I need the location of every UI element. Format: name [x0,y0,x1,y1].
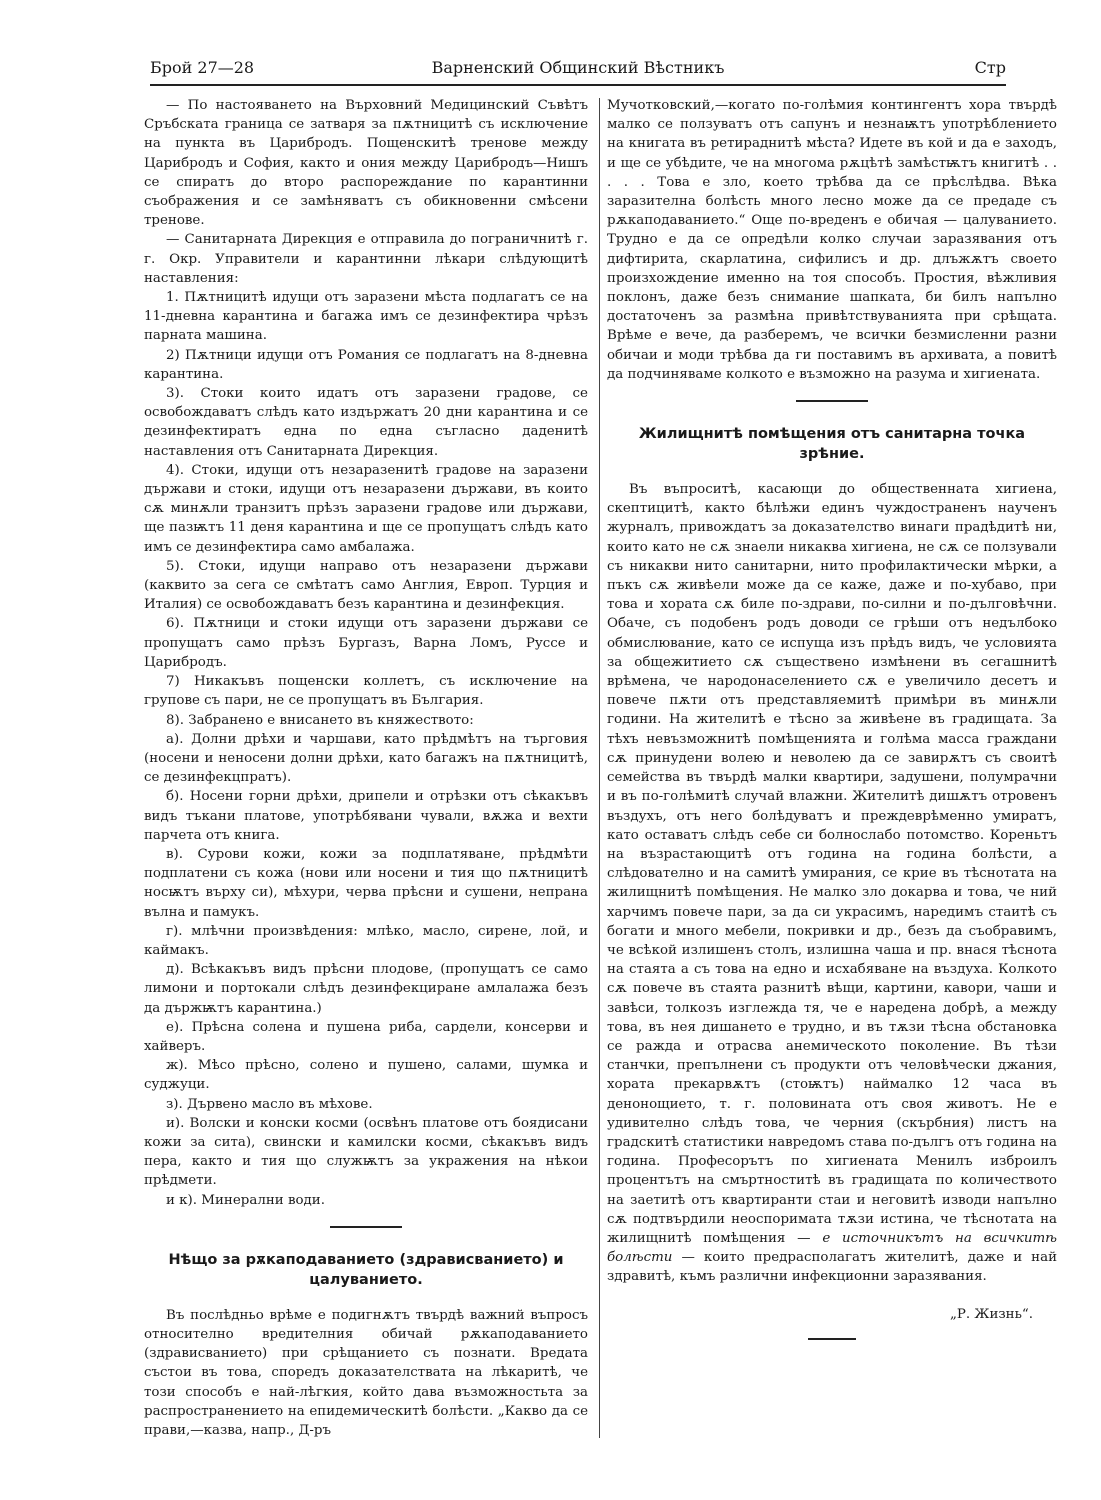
prohibited-item: а). Долни дрѣхи и чаршави, като прѣдмѣтъ на търговия (носени и неносени долни дрѣхи, като багажъ на пѫтницитѣ, се дезинфекцпратъ). [144,731,588,786]
article-body-text: Въ въпроситѣ, касающи до общественната хигиена, скептицитѣ, както бѣлѣжи единъ чуждостраненъ наученъ журналъ, привождатъ за доказателство винаги прадѣдитѣ ни, които като не сѫ знаели никаква хигиена, не сѫ се ползували съ никакви нито санитарни, нито профилактически мѣрки, а пъкъ сѫ живѣели може да се каже, даже и по-хубаво, при това и хората сѫ биле по-здрави, по-силни и по-дълговѣчни. Обаче, съ подобенъ родъ доводи се грѣши отъ недълбоко обмислювание, като се испуща изъ прѣдъ видъ, че условията за общежитието сѫ съществено измѣнени въ сегашнитѣ врѣмена, че народонаселението сѫ е увеличило десетъ и повече пѫти отъ представляемитѣ примѣри въ минѫли години. На жителитѣ е тѣсно за живѣене въ градищата. За тѣхъ невъзможнитѣ помѣщенията и голѣма масса граждани сѫ принудени волею и неволею да се завирѫтъ съ своитѣ семейства въ твърдѣ малки квартири, задушени, полумрачни и въ по-голѣмитѣ случай влажни. Жителитѣ дишѫтъ отровенъ въздухъ, отъ него болѣдуватъ и преждеврѣменно умиратъ, като оставатъ слѣдъ себе си болнослабо потомство. Кореньтъ на възрастающитѣ отъ година на година болѣсти, а слѣдователно и на самитѣ умирания, се крие въ тѣснотата на жилищнитѣ помѣщения. Не малко зло докарва и това, че ний харчимъ повече пари, за да си украсимъ, наредимъ стаитѣ съ богати и много мебели, покривки и др., безъ да съобравимъ, че всѣкой излишенъ столъ, излишна чаша и пр. внася тѣснота на стаята а съ това на едно и исхабяване на въздуха. Колкото сѫ повече въ стаята разнитѣ вѣщи, картини, кавори, чаши и завѣси, толкозъ изглежда тя, че е наредена добрѣ, а между това, въ нея дишането е трудно, и въ тѫзи тѣсна обстановка се ражда и отрасва анемическото поколение. Въ тѣзи станчки, препълнени съ продукти отъ человѣчески джания, хората прекарвѫтъ (стоѭтъ) наймалко 12 часа въ денонощието, т. г. половината отъ своя животъ. Не е удивително слѣдъ това, че черния (скърбния) листъ на градскитѣ статистики навредомъ става по-дългъ отъ година на година. Професорътъ по хигиената Менилъ изброилъ процентътъ на смъртноститѣ въ градищата по количеството на заетитѣ отъ квартиранти стаи и неговитѣ изводи напълно сѫ подтвърдили неоспоримата тѫзи истина, че тѣснотата на жилищнитѣ помѣщения [607,482,1057,1246]
page-header [150,58,1006,82]
prohibited-item: г). млѣчни произвѣдения: млѣко, масло, сирене, лой, и каймакъ. [144,923,588,958]
article-body-housing [607,480,1057,1287]
article-heading-housing: Жилищнитѣ помѣщения отъ санитарна точка зрѣние. [638,426,1026,463]
instruction-item: 4). Стоки, идущи отъ незаразенитѣ градове на заразени държави и стоки, идущи отъ незаразени държави, въ които сѫ минѫли транзитъ прѣзъ заразени градове или държави, ще пазѭтъ 11 деня карантина и ще се пропущатъ слѣдъ като имъ се дезинфектира само амбалажа. [144,462,588,555]
article-heading-handshake: Нѣщо за рѫкаподаванието (здрависванието) и цалуванието. [168,1251,564,1288]
news-paragraph: — По настояването на Върховний Медицинский Съвѣтъ Сръбската граница се затваря за пѫтницитѣ съ исключение на пункта въ Царибродъ. Пощенскитѣ тренове между Царибродъ и София, както и ония между Царибродъ—Нишъ се спиратъ до второ распореждание по карантинни съображения и се замѣняватъ съ обикновенни смѣсени тренове. [144,98,588,229]
instruction-item: 6). Пѫтници и стоки идущи отъ заразени държави се пропущатъ само прѣзъ Бургазъ, Варна Ломъ, Руссе и Царибродъ. [144,616,588,670]
issue-number: Брой 27—28 [150,58,255,77]
article-continuation: Мучотковский,—когато по-голѣмия контингентъ хора твърдѣ малко се ползуватъ отъ сапунъ и незнаѭтъ употрѣблението на книгата въ ретираднитѣ мѣста? Идете въ кой и да е заходъ, и ще се убѣдите, че на многома рѫцѣтѣ замѣстѭтъ книгитѣ . . . . . Това е зло, което трѣбва да се прѣслѣдва. Вѣка заразителна болѣсть много лесно може да се предаде съ рѫкаподаванието.“ Още по-вреденъ е обичая — цалуванието. Трудно е да се опредѣли колко случаи заразявания отъ дифтирита, скарлатина, сифилисъ и др. длъжѫтъ своето произхождение именно на тоя способъ. Простия, вѣжливия поклонъ, даже безъ снимание шапката, би билъ напълно достаточенъ за размѣна привѣтствуванията при срѣщата. Врѣме е вече, да разберемъ, че всички безмисленни разни обичаи и моди трѣбва да ги поставимъ въ архивата, а повитѣ да подчиняваме колкото е възможно на разума и хигиената. [607,98,1057,382]
prohibited-item: з). Дървено масло въ мѣхове. [166,1096,373,1112]
instruction-item: 8). Забранено е внисането въ княжеството: [166,712,474,728]
right-column [607,96,1057,1340]
instruction-item: 2) Пѫтници идущи отъ Романия се подлагатъ на 8-дневна карантина. [144,347,588,382]
prohibited-item: б). Носени горни дрѣхи, дрипели и отрѣзки отъ сѣкакъвъ видъ тъкани платове, употрѣбявани чували, вѫжа и вехти парчета отъ книга. [144,789,588,843]
article-body-handshake: Въ послѣдньо врѣме е подигнѫтъ твърдѣ важний въпросъ относително вредителния обичай рѫкаподаванието (здрависванието) при срѣщанието съ познати. Вредата състои въ това, споредъ доказателствата на лѣкаритѣ, че този способъ е най-лѣгкия, който дава възможностьта за распространението на епидемическитѣ болѣсти. „Какво да се прави,—казва, напр., Д-ръ [144,1307,588,1438]
article-body-tail: — които предрасполагатъ жителитѣ, даже и най здравитѣ, къмъ различни инфекционни заразявания. [607,1250,1057,1285]
newspaper-title: Варненский Общинский Вѣстникъ [431,58,725,77]
column-divider [599,98,600,1438]
news-paragraph: — Санитарната Дирекция е отправила до пограничнитѣ г. г. Окр. Управители и карантинни лѣкари слѣдующитѣ наставления: [144,232,588,286]
section-separator [796,400,868,402]
article-emphasis: — е источникътъ на всичкитѣ болѣсти [607,1230,1057,1266]
prohibited-item: д). Всѣкакъвъ видъ прѣсни плодове, (пропущатъ се само лимони и портокали слѣдъ дезинфекциране амлалажа безъ да държѭтъ карантина.) [144,962,588,1016]
prohibited-item: и к). Минерални води. [166,1192,325,1208]
section-separator [330,1226,402,1228]
instruction-item: 3). Стоки които идатъ отъ заразени градове, се освобождаватъ слѣдъ като издържатъ 20 дни карантина и се дезинфектиратъ една по една съгласно даденитѣ наставления отъ Санитарната Дирекция. [144,386,588,459]
left-column [144,96,588,1440]
header-rule [150,84,1006,86]
article-signature: „Р. Жизнь“. [949,1306,1033,1322]
page-label: Стр [974,58,1006,77]
prohibited-item: и). Волски и конски косми (освѣнъ платове отъ боядисани кожи за сита), свински и камилски косми, сѣкакъвъ видъ пера, както и тия що служѭтъ за укражения на нѣкои прѣдмети. [144,1115,588,1189]
instruction-item: 5). Стоки, идущи направо отъ незаразени държави (каквито за сега се смѣтатъ само Англия, Европ. Турция и Италия) се освобождаватъ безъ карантина и дезинфекция. [144,558,588,613]
end-separator [808,1338,856,1340]
prohibited-item: ж). Мѣсо прѣсно, солено и пушено, салами, шумка и суджуци. [144,1058,588,1093]
instruction-item: 1. Пѫтницитѣ идущи отъ заразени мѣста подлагатъ се на 11-дневна карантина и багажа имъ се дезинфектира чрѣзъ парната машина. [144,290,588,344]
instruction-item: 7) Никакъвъ пощенски коллетъ, съ исключение на групове съ пари, не се пропущатъ въ България. [144,674,588,709]
prohibited-item: в). Сурови кожи, кожи за подплатяване, прѣдмѣти подплатени съ кожа (нови или носени и тия що пѫтницитѣ носѭтъ върху си), мѣхури, черва прѣсни и сушени, непрана вълна и памукъ. [144,846,588,920]
prohibited-item: е). Прѣсна солена и пушена риба, сардели, консерви и хайверъ. [144,1019,588,1054]
